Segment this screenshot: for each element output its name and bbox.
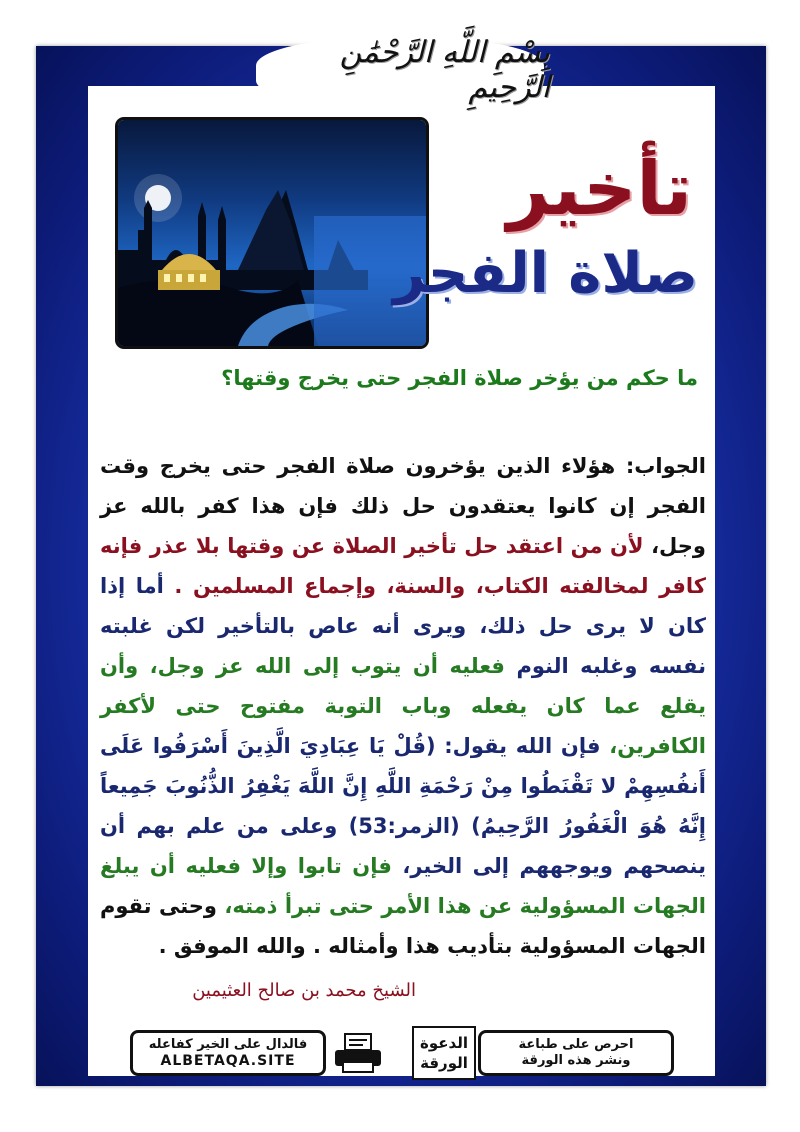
logo-line-2: الورقة [420, 1054, 468, 1072]
mosque-scene-illustration [118, 120, 426, 346]
answer-part-2: لأن من اعتقد حل تأخير الصلاة عن وقتها بلا عذر فإنه كافر لمخالفته الكتاب، والسنة، وإجماع المسلمين . [100, 534, 706, 598]
answer-part-1: الجواب: هؤلاء الذين يؤخرون صلاة الفجر حتى يخرج وقت الفجر إن كانوا يعتقدون حل ذلك فإن هذا كفر بالله عز وجل، [100, 454, 706, 558]
footer-slogan: فالدال على الخير كفاعله [148, 1037, 308, 1052]
answer-part-3: أما إذا كان لا يرى حل ذلك، ويرى أنه عاص بالتأخير لكن غلبته نفسه وغلبه النوم [100, 574, 707, 678]
footer-print-notice [478, 1030, 674, 1076]
printer-icon [328, 1030, 388, 1076]
footer-site-link[interactable]: ALBETAQA.SITE [160, 1053, 296, 1069]
footer-site-badge[interactable] [130, 1030, 326, 1076]
author-signature: الشيخ محمد بن صالح العثيمين [192, 980, 416, 1001]
answer-part-4: فعليه أن يتوب إلى الله عز وجل، وأن يقلع عما كان يفعله وباب التوبة مفتوح حتى لأكفر الكافرين، [100, 654, 706, 758]
dawa-logo [412, 1026, 476, 1080]
print-notice-line-1: احرص على طباعة [518, 1037, 634, 1052]
answer-text [100, 446, 706, 966]
page-title-line1: تأخير [506, 146, 692, 232]
page-title-line2: صلاة الفجر [393, 241, 698, 306]
answer-part-8: وحتى تقوم الجهات المسؤولية بتأديب هذا وأمثاله . والله الموفق . [100, 894, 706, 958]
answer-part-7: فإن تابوا وإلا فعليه أن يبلغ الجهات المسؤولية عن هذا الأمر حتى تبرأ ذمته، [100, 854, 706, 918]
basmala: بِسْمِ اللَّهِ الرَّحْمَٰنِ الرَّحِيمِ [339, 35, 550, 105]
answer-part-5: فإن الله يقول: (قُلْ يَا عِبَادِيَ الَّذِينَ أَسْرَفُوا عَلَى أَنفُسِهِمْ لا تَقْنَطُوا مِنْ رَحْمَةِ اللَّهِ إِنَّ اللَّهَ يَغْفِرُ الذُّنُوبَ جَمِيعاً إِنَّهُ هُوَ الْغَفُورُ الرَّحِيمُ) [100, 734, 706, 838]
footer-bar [130, 1030, 674, 1078]
hero-image [118, 120, 426, 346]
logo-line-1: الدعوة [420, 1034, 468, 1052]
print-notice-line-2: ونشر هذه الورقة [521, 1053, 631, 1068]
answer-part-6: (الزمر:53) وعلى من علم بهم أن ينصحهم ويوجههم إلى الخير، [100, 814, 706, 878]
basmala-banner [250, 26, 550, 114]
question-heading: ما حكم من يؤخر صلاة الفجر حتى يخرج وقتها؟ [221, 366, 698, 390]
